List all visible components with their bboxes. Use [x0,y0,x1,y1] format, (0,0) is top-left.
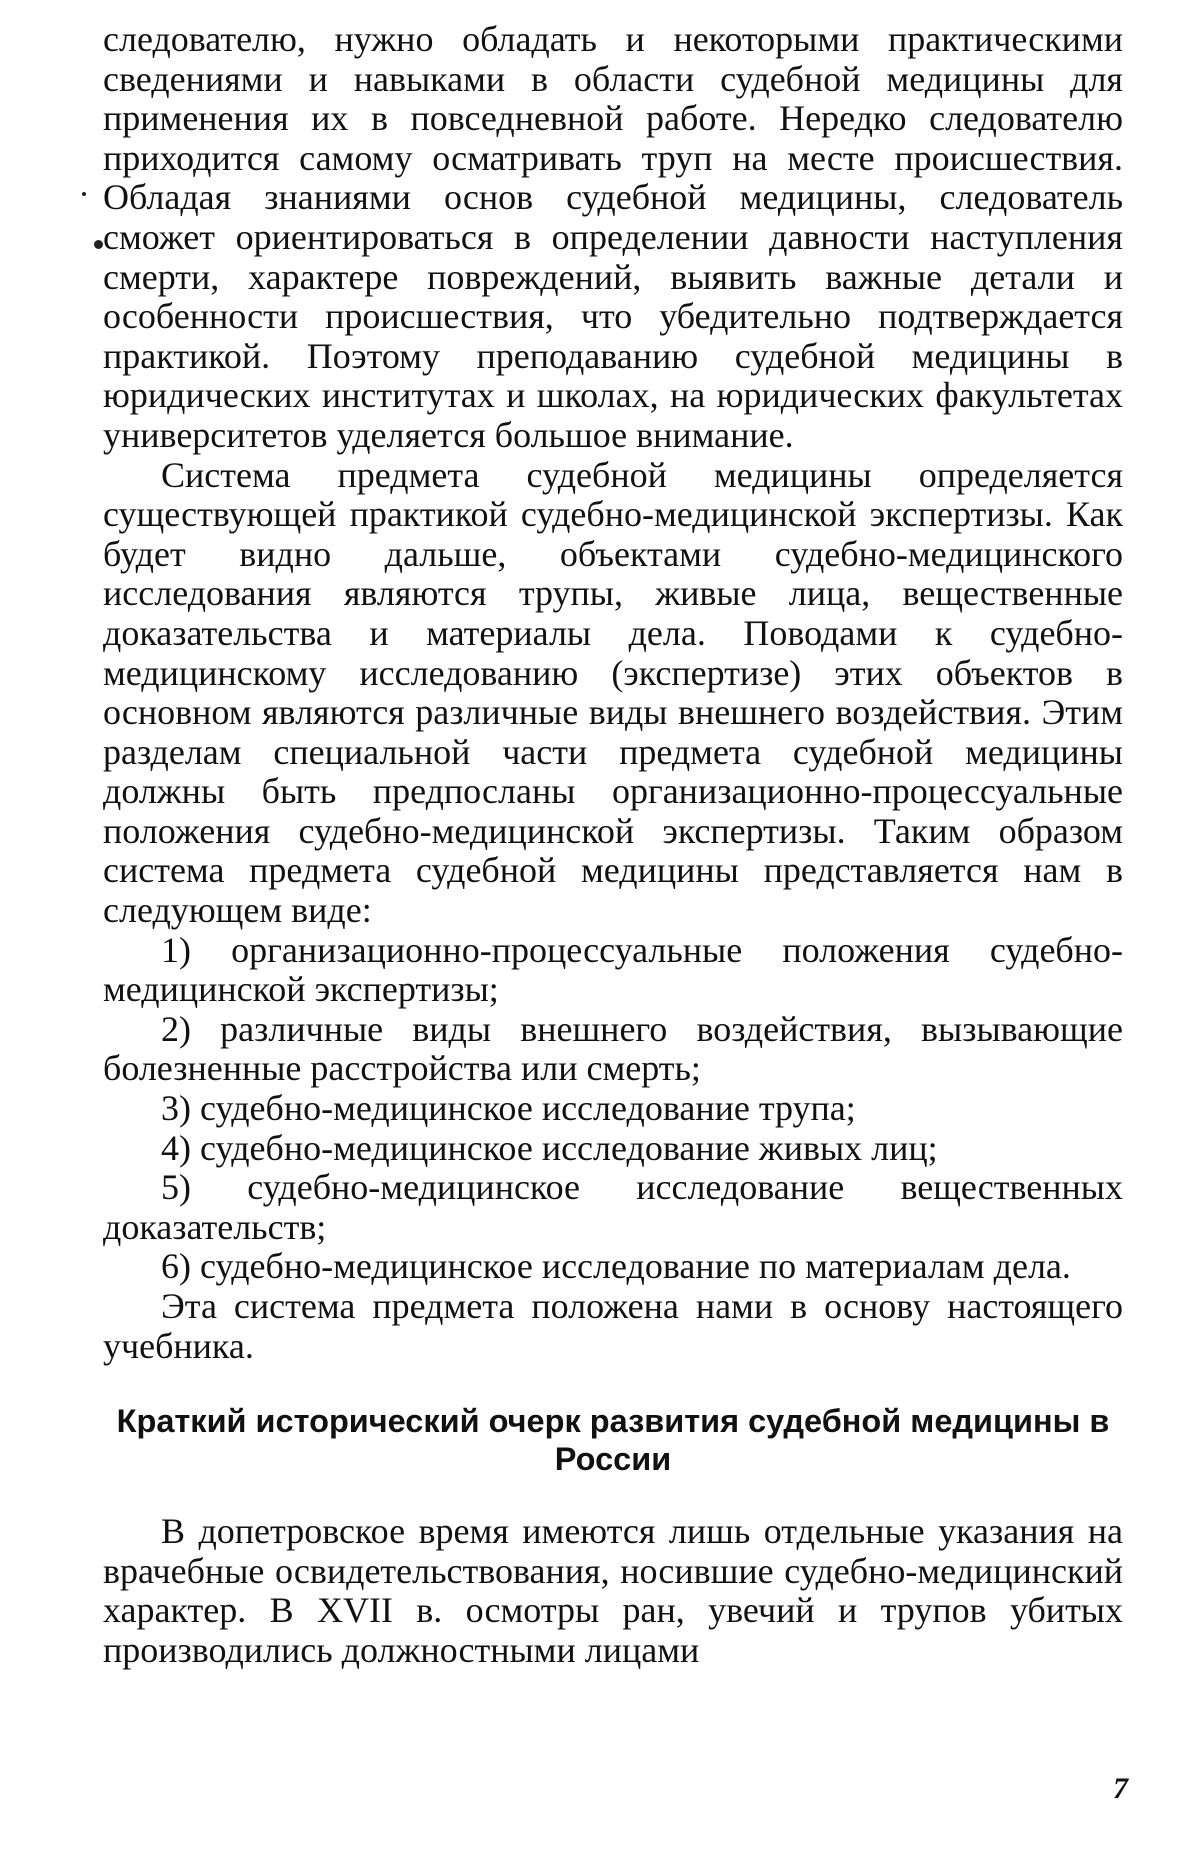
scan-speck [94,240,103,249]
paragraph-closing: Эта система предмета положена нами в основу настоящего учебника. [103,1286,1123,1366]
list-item: 1) организационно-процессуальные положения судебно-медицинской экспертизы; [103,929,1123,1010]
list-item: 6) судебно-медицинское исследование по материалам дела. [161,1246,1071,1287]
scan-speck [82,192,86,196]
list-item: 2) различные виды внешнего воздействия, вызывающие болезненные расстройства или смерть; [103,1008,1123,1089]
text-column [103,20,1123,1671]
section-heading: Краткий исторический очерк развития судебной медицины в России [116,1403,1110,1478]
system-list [103,931,1123,1287]
list-item: 4) судебно-медицинское исследование живых лиц; [161,1127,938,1168]
list-item: 3) судебно-медицинское исследование трупа; [161,1088,856,1129]
paragraph-intro: следователю, нужно обладать и некоторыми практическими сведениями и навыками в области судебной медицины для применения их в повседневной работе. Нередко следователю приходится самому осматривать труп на месте происшествия. Обладая знаниями основ судебной медицины, следователь сможет ориентироваться в определении давности наступления смерти, характере повреждений, выявить важные детали и особенности происшествия, что убедительно подтверждается практикой. Поэтому преподаванию судебной медицины в юридических институтах и школах, на юридических факультетах университетов уделяется большое внимание. [103,19,1123,455]
paragraph-system: Система предмета судебной медицины определяется существующей практикой судебно-медицинской экспертизы. Как будет видно дальше, объектами судебно-медицинского исследования являются трупы, живые лица, вещественные доказательства и материалы дела. Поводами к судебно-медицинскому исследованию (экспертизе) этих объектов в основном являются различные виды внешнего воздействия. Этим разделам специальной части предмета судебной медицины должны быть предпосланы организационно-процессуальные положения судебно-медицинской экспертизы. Таким образом система предмета судебной медицины представляется нам в следующем виде: [103,454,1123,931]
page-number: 7 [1113,1772,1128,1805]
paragraph-history: В допетровское время имеются лишь отдельные указания на врачебные освидетельствования, носившие судебно-медицинский характер. В XVII в. осмотры ран, увечий и трупов убитых производились должностными лицами [103,1511,1123,1670]
list-item: 5) судебно-медицинское исследование вещественных доказательств; [103,1167,1123,1247]
